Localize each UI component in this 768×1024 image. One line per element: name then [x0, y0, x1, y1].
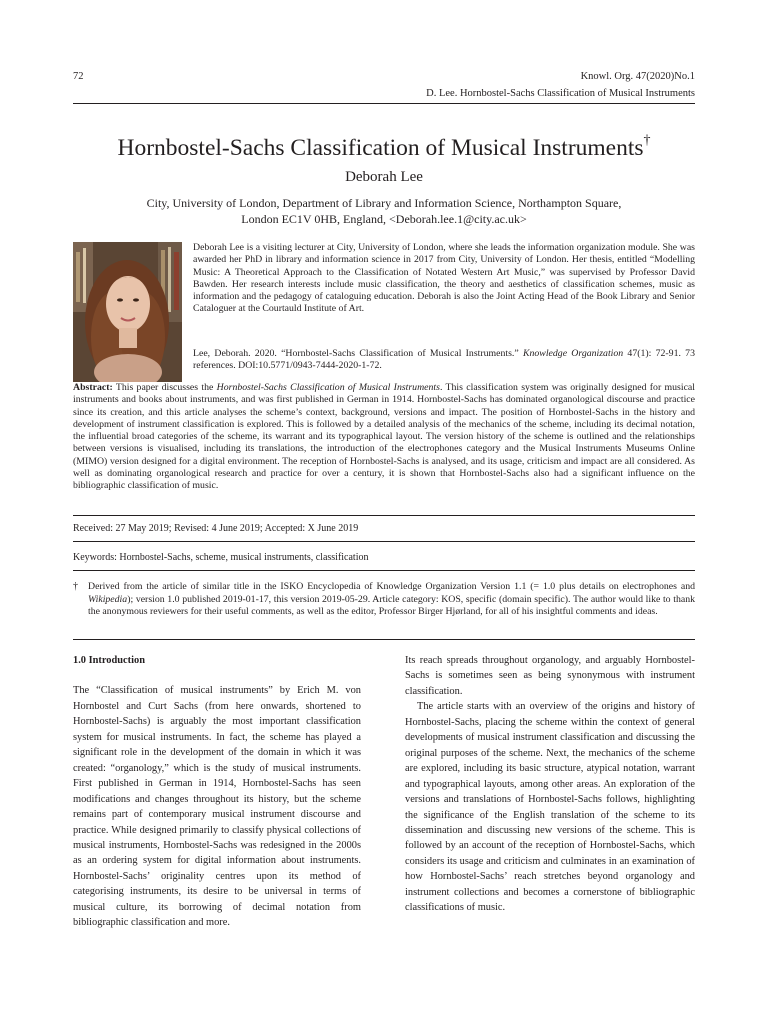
header-rule	[73, 103, 695, 104]
running-head: D. Lee. Hornbostel-Sachs Classification of Musical Instruments	[426, 88, 695, 99]
footnote-wikipedia: Wikipedia	[88, 593, 128, 605]
journal-reference: Knowl. Org. 47(2020)No.1	[580, 71, 695, 82]
citation-details: 47(1): 72-91. 73 references. DOI:10.5771/0943-7444-2020-1-72.	[193, 348, 695, 372]
citation-journal: Knowledge Organization	[522, 348, 624, 359]
body-column-right	[405, 653, 695, 916]
page-number: 72	[73, 71, 84, 82]
citation-text: Lee, Deborah. 2020. “Hornbostel-Sachs Classification of Musical Instruments.”	[193, 348, 523, 359]
footnote-mark: †	[73, 581, 78, 592]
title-text: Hornbostel-Sachs Classification of Musical Instruments	[117, 134, 644, 161]
section-heading: 1.0 Introduction	[73, 655, 145, 666]
divider-rule	[73, 515, 695, 516]
author-affiliation	[90, 195, 678, 227]
article-title	[40, 128, 728, 163]
footnote-text-2: ); version 1.0 published 2019-01-17, this version 2019-05-29. Article category: KOS, specific (domain specific). The author would like to thank the anonymous reviewers for their useful comments, as well as the editor, Professor Birger Hjørland, for all of his insightful comments and ideas.	[88, 593, 695, 617]
affiliation-line-1: City, University of London, Department of Library and Information Science, Northampton Square,	[146, 196, 622, 210]
footnote-text-1: Derived from the article of similar title in the ISKO Encyclopedia of Knowledge Organization Version 1.1 (= 1.0 plus details on electrophones and	[88, 581, 695, 592]
received-dates: Received: 27 May 2019; Revised: 4 June 2019; Accepted: X June 2019	[73, 523, 359, 534]
author-name: Deborah Lee	[345, 169, 423, 185]
author-photo	[73, 242, 182, 382]
divider-rule	[73, 639, 695, 640]
body-paragraph: Its reach spreads throughout organology, and arguably Hornbostel-Sachs is sometimes seen as being synonymous with instrument classification.	[405, 655, 695, 697]
body-paragraph: The “Classification of musical instruments” by Erich M. von Hornbostel and Curt Sachs (from here onwards, shortened to Hornbostel-Sachs) is arguably the most important classification system for musical instruments. In fact, the scheme has played a significant role in the development of the domain in which it was created: “organology,” which is the study of musical instruments. First published in German in 1914, Hornbostel-Sachs has seen modifications and changes throughout its history, but the scheme remains part of contemporary musical instrument discourse and practice. While designed primarily to classify physical collections of musical instruments, Hornbostel-Sachs was redesigned in the 2000s as an ordering system for digital information about instruments. Hornbostel-Sachs’ originality centres upon its method of categorising instruments, its desire to be universal in terms of musical culture, its borrowing of decimal notation from bibliographic classification and more.	[73, 685, 361, 929]
keywords: Keywords: Hornbostel-Sachs, scheme, musical instruments, classification	[73, 552, 369, 563]
author-bio: Deborah Lee is a visiting lecturer at City, University of London, where she leads the information organization module. She was awarded her PhD in library and information science in 2017 from City, University of London. Her thesis, entitled “Modelling Music: A Theoretical Approach to the Classification of Notated Western Art Music,” was supervised by Professor David Bawden. Her research interests include music classification, the theory and aesthetics of classification schemes, music as information and the pedagogy of cataloguing education. Deborah is also the Joint Acting Head of the Book Library and Senior Cataloguer at the Courtauld Institute of Art.	[193, 242, 695, 315]
article-citation	[193, 348, 695, 373]
divider-rule	[73, 541, 695, 542]
affiliation-line-2: London EC1V 0HB, England, <Deborah.lee.1@city.ac.uk>	[241, 212, 527, 226]
abstract	[73, 382, 695, 492]
body-paragraph: The article starts with an overview of the origins and history of Hornbostel-Sachs, placing the scheme within the context of general developments of musical instrument classification and discussing the original purposes of the scheme. Next, the mechanics of the scheme are explored, including its basic structure, atypical notation, warrant and typographical layouts, among other areas. An exploration of the versions and translations of Hornbostel-Sachs follows, highlighting the significance of the English translation of the scheme to its dissemination and discussing new versions of the scheme. This is followed by an account of the reception of Hornbostel-Sachs, which considers its usage and criticism and culminates in an examination of how Hornbostel-Sachs’ reach stretches beyond organology and instrument collections and becomes a cornerstone of bibliographic classifications of music.	[405, 701, 695, 914]
title-footnote-mark: †	[643, 133, 651, 148]
abstract-scheme-title: Hornbostel-Sachs Classification of Musical Instruments	[216, 382, 440, 393]
divider-rule	[73, 570, 695, 571]
abstract-label: Abstract:	[73, 382, 113, 393]
abstract-text-1: This paper discusses the	[112, 382, 217, 393]
footnote	[88, 581, 695, 619]
body-column-left	[73, 653, 361, 931]
abstract-text-2: . This classification system was originally designed for musical instruments and books about instruments, and was first published in German in 1914. Hornbostel-Sachs has dominated organological discourse and practice since its creation, and this article analyses the scheme’s context, background, versions and impact. The position of Hornbostel-Sachs in the history and development of instrument classification is explored. This is followed by a detailed analysis of the mechanics of the scheme, including its decimal notation, the influential broad categories of the scheme, its warrant and its typographical layout. The version history of the scheme is outlined and the relationships between versions is visualised, including its translations, the introduction of the electrophones category and the Musical Instruments Museums Online (MIMO) version designed for a digital environment. The reception of Hornbostel-Sachs is analysed, and its usage, criticism and impact are all considered. As well as dominating organological research and practice for over a century, it is shown that Hornbostel-Sachs also had a significant influence on the bibliographic classification of music.	[73, 382, 695, 491]
